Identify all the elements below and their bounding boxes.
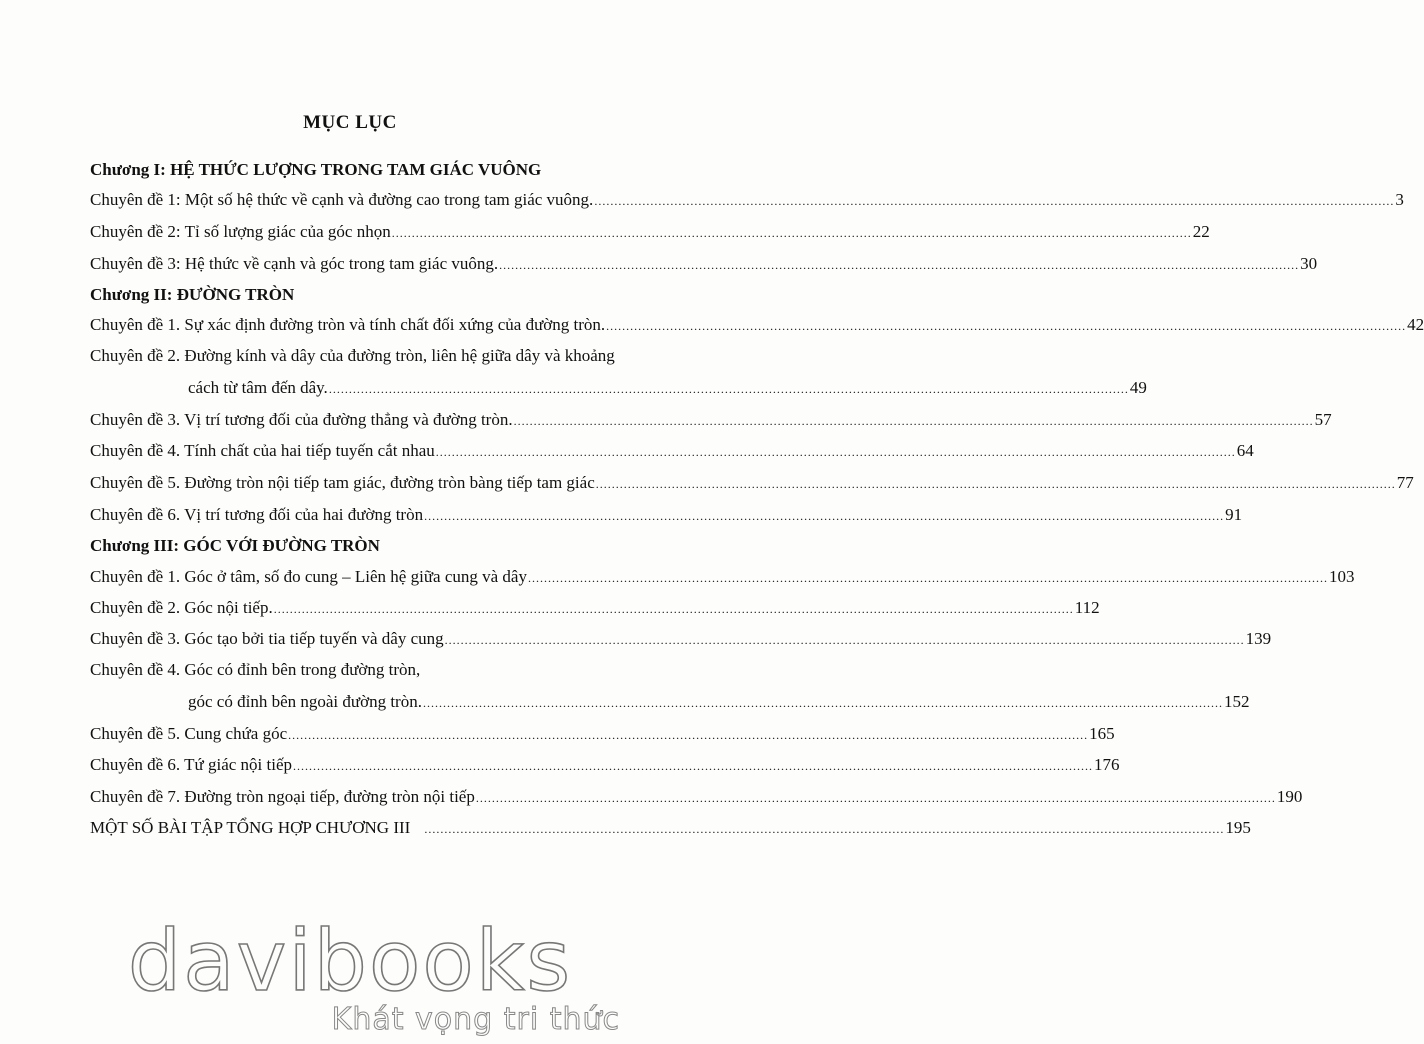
entry-page: 112	[1074, 598, 1100, 617]
entry-page: 49	[1129, 378, 1147, 397]
dot-leader: ........................................................................................................................................................................................................	[499, 258, 1300, 272]
entry-label[interactable]: Chuyên đề 2. Đường kính và dây của đường tròn, liên hệ giữa dây và khoảng	[90, 346, 615, 365]
entry-continuation: cách từ tâm đến dây.	[188, 378, 328, 397]
dot-leader: ........................................................................................................................................................................................................	[594, 194, 1395, 208]
dot-leader: ........................................................................................................................................................................................................	[424, 822, 1225, 836]
dot-leader: ........................................................................................................................................................................................................	[328, 382, 1129, 396]
entry-page: 139	[1245, 629, 1272, 648]
entry-page: 165	[1089, 724, 1115, 743]
entry-label: Chuyên đề 5. Cung chứa góc	[90, 724, 288, 743]
toc-entry[interactable]	[90, 441, 1254, 463]
entry-page: 64	[1236, 441, 1254, 460]
entry-label[interactable]: Chuyên đề 4. Góc có đỉnh bên trong đường tròn,	[90, 660, 421, 679]
entry-page: 176	[1094, 755, 1120, 774]
toc-entry[interactable]	[90, 787, 1303, 809]
dot-leader: ........................................................................................................................................................................................................	[293, 759, 1093, 773]
entry-page: 77	[1396, 473, 1414, 492]
entry-page: 152	[1223, 692, 1250, 711]
dot-leader: ........................................................................................................................................................................................................	[288, 728, 1089, 742]
dot-leader: ........................................................................................................................................................................................................	[595, 477, 1396, 491]
entry-label: Chuyên đề 2: Tỉ số lượng giác của góc nhọn	[90, 222, 391, 241]
dot-leader: ........................................................................................................................................................................................................	[391, 226, 1192, 240]
entry-label: Chuyên đề 5. Đường tròn nội tiếp tam giác, đường tròn bàng tiếp tam giác	[90, 473, 595, 492]
dot-leader: ........................................................................................................................................................................................................	[273, 602, 1074, 616]
entry-label: Chuyên đề 2. Góc nội tiếp.	[90, 598, 273, 617]
toc-entry[interactable]	[90, 254, 1318, 276]
dot-leader: ........................................................................................................................................................................................................	[513, 414, 1314, 428]
toc-entry[interactable]	[188, 692, 1250, 714]
dot-leader: ........................................................................................................................................................................................................	[444, 633, 1245, 647]
toc-entry[interactable]	[90, 315, 1424, 337]
toc-entry[interactable]	[90, 598, 1100, 620]
dot-leader: ........................................................................................................................................................................................................	[435, 445, 1236, 459]
entry-page: 195	[1225, 818, 1251, 837]
page-title: MỤC LỤC	[303, 112, 397, 133]
dot-leader: ........................................................................................................................................................................................................	[606, 319, 1407, 333]
toc-entry[interactable]	[90, 567, 1355, 589]
dot-leader: ........................................................................................................................................................................................................	[422, 696, 1223, 710]
entry-page: 57	[1314, 410, 1332, 429]
entry-page: 3	[1395, 190, 1404, 209]
entry-label: Chuyên đề 3: Hệ thức về cạnh và góc trong tam giác vuông.	[90, 254, 499, 273]
toc-entry[interactable]	[90, 410, 1332, 432]
toc-entry[interactable]	[90, 755, 1120, 777]
entry-continuation: góc có đỉnh bên ngoài đường tròn.	[188, 692, 422, 711]
entry-page: 30	[1300, 254, 1318, 273]
dot-leader: ........................................................................................................................................................................................................	[527, 571, 1328, 585]
entry-label: Chuyên đề 6. Tứ giác nội tiếp	[90, 755, 292, 774]
toc-entry[interactable]	[90, 190, 1404, 212]
brand-slogan: Khát vọng tri thức	[331, 1002, 620, 1037]
toc-entry[interactable]	[90, 724, 1115, 746]
chapter-3-heading: Chương III: GÓC VỚI ĐƯỜNG TRÒN	[90, 536, 380, 555]
entry-page: 190	[1276, 787, 1303, 806]
toc-entry[interactable]	[90, 505, 1243, 527]
entry-label: Chuyên đề 3. Góc tạo bởi tia tiếp tuyến và dây cung	[90, 629, 444, 648]
entry-label: Chuyên đề 1. Góc ở tâm, số đo cung – Liên hệ giữa cung và dây	[90, 567, 527, 586]
chapter-1-heading: Chương I: HỆ THỨC LƯỢNG TRONG TAM GIÁC VUÔNG	[90, 160, 542, 179]
toc-entry[interactable]	[188, 378, 1147, 400]
dot-leader: ........................................................................................................................................................................................................	[424, 509, 1225, 523]
entry-page: 103	[1328, 567, 1355, 586]
toc-entry[interactable]	[90, 473, 1414, 495]
chapter-2-heading: Chương II: ĐƯỜNG TRÒN	[90, 285, 295, 304]
entry-label: Chuyên đề 7. Đường tròn ngoại tiếp, đường tròn nội tiếp	[90, 787, 475, 806]
entry-page: 91	[1225, 505, 1243, 524]
brand-logo-text: davibooks	[127, 912, 573, 1010]
entry-label: Chuyên đề 3. Vị trí tương đối của đường thẳng và đường tròn.	[90, 410, 513, 429]
entry-label: Chuyên đề 6. Vị trí tương đối của hai đường tròn	[90, 505, 424, 524]
entry-label: Chuyên đề 1. Sự xác định đường tròn và tính chất đối xứng của đường tròn.	[90, 315, 606, 334]
toc-entry[interactable]	[90, 818, 1251, 840]
entry-label: MỘT SỐ BÀI TẬP TỔNG HỢP CHƯƠNG III	[90, 818, 411, 837]
toc-entry[interactable]	[90, 629, 1272, 651]
dot-leader: ........................................................................................................................................................................................................	[475, 791, 1276, 805]
entry-label: Chuyên đề 4. Tính chất của hai tiếp tuyến cắt nhau	[90, 441, 435, 460]
toc-entry[interactable]	[90, 222, 1210, 244]
entry-page: 42	[1407, 315, 1424, 334]
entry-page: 22	[1192, 222, 1210, 241]
entry-label: Chuyên đề 1: Một số hệ thức về cạnh và đường cao trong tam giác vuông.	[90, 190, 594, 209]
